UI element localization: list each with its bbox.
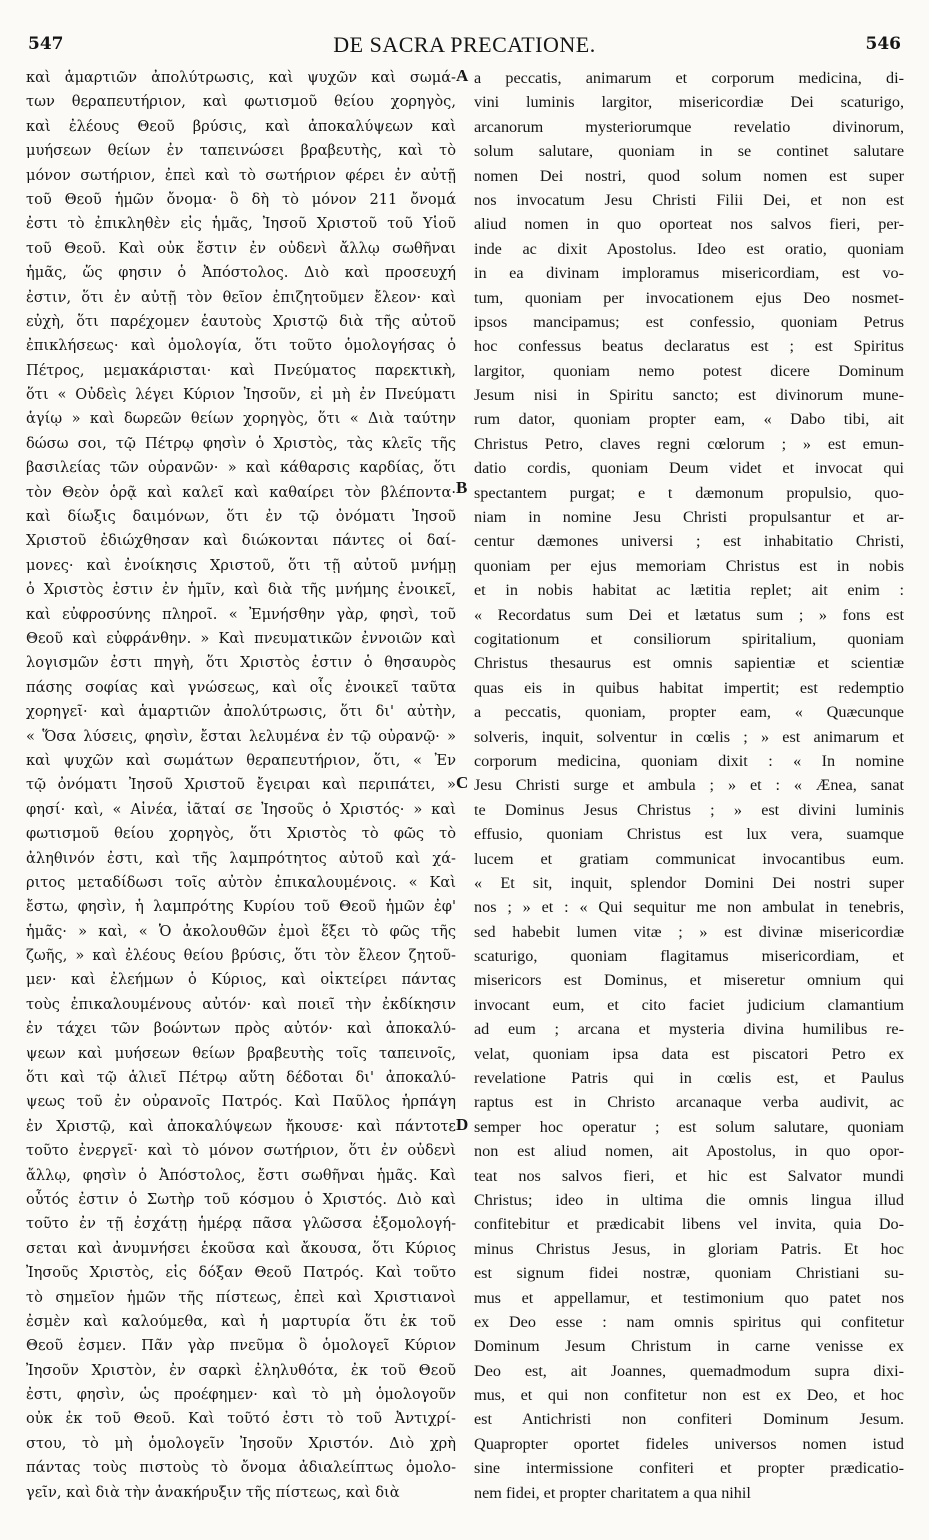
greek-text-line: Ἰησοῦς Χριστὸς, εἰς δόξαν Θεοῦ Πατρός. Καὶ τοῦτο (26, 1264, 456, 1282)
latin-text-line: Deo est, ait Joannes, quemadmodum supra dixi- (474, 1361, 904, 1380)
greek-text-line: ἔστω, φησὶν, ἡ λαμπρότης Κυρίου τοῦ Θεοῦ ἡμῶν ἐφ' (26, 898, 456, 916)
greek-text-line: καὶ ψυχῶν καὶ σωμάτων θεραπευτήριον, ὅτι, « Ἐν (26, 751, 456, 769)
greek-text-line: δώσω σοι, τῷ Πέτρῳ φησὶν ὁ Χριστὸς, τὰς κλεῖς τῆς (26, 434, 456, 452)
greek-text-column (26, 66, 456, 1505)
latin-text-line: « Recordatus sum Dei et lætatus sum ; » fons est (474, 605, 904, 624)
latin-text-line: sine intermissione confiteri et propter prædicatio- (474, 1459, 904, 1478)
latin-text-line: raptus est in Christo arcanaque verba audivit, ac (474, 1093, 904, 1112)
latin-text-line: non est aliud nomen, ait Apostolus, in quo opor- (474, 1142, 904, 1161)
greek-text-line: μεν· καὶ ἐλεήμων ὁ Κύριος, καὶ οἰκτείρει πάντας (26, 971, 456, 989)
greek-text-line: βασιλείας τῶν οὐρανῶν· » καὶ κάθαρσις καρδίας, ὅτι (26, 459, 456, 477)
greek-text-line: τὸ σημεῖον ἡμῶν τῆς πίστεως, ἐπεὶ καὶ Χριστιανοὶ (26, 1288, 456, 1306)
greek-text-line: ὅτι « Οὐδεὶς λέγει Κύριον Ἰησοῦν, εἰ μὴ ἐν Πνεύματι (26, 386, 456, 404)
greek-text-line: τοῦ Θεοῦ ἡμῶν ὄνομα· ὃ δὴ τὸ μόνον 211 ὄνομά (26, 190, 456, 208)
greek-text-line: Θεοῦ ἐσμεν. Πᾶν γὰρ πνεῦμα ὃ ὁμολογεῖ Κύριον (26, 1337, 456, 1355)
section-marker-c: C (456, 773, 469, 792)
latin-text-line: Jesu Christi surge et ambula ; » et : « Ænea, sanat (474, 776, 904, 795)
greek-text-line: φησί· καὶ, « Αἰνέα, ἰᾶταί σε Ἰησοῦς ὁ Χριστός· » καὶ (26, 800, 456, 818)
section-marker-b: B (456, 478, 468, 497)
latin-text-line: velat, quoniam ipsa data est piscatori Petro ex (474, 1044, 904, 1063)
latin-text-column (474, 66, 904, 1505)
latin-text-line: « Et sit, inquit, splendor Domini Dei nostri super (474, 873, 904, 892)
latin-text-line: confitebitur et prædicabit libens vel invita, quia Do- (474, 1215, 904, 1234)
greek-text-line: πάντας τοὺς πιστοὺς τὸ ὄνομα ἀδιαλείπτως ὁμολο- (26, 1459, 456, 1477)
latin-text-line: datio cordis, quoniam Deum videt et invocat qui (474, 459, 904, 478)
greek-text-line: καὶ ἁμαρτιῶν ἀπολύτρωσις, καὶ ψυχῶν καὶ σωμά- (26, 69, 456, 86)
latin-text-line: est signum fidei nostræ, quoniam Christiani su- (474, 1264, 904, 1283)
greek-text-line: Πέτρος, μεμακάρισται· καὶ Πνεύματος παρεκτικὴ, (26, 361, 456, 379)
latin-text-line: rum dator, quoniam propter eam, « Dabo tibi, ait (474, 410, 904, 429)
latin-text-line: Jesum nisi in Spiritu sancto; est divinorum mune- (474, 386, 904, 405)
greek-text-line: τοὺς ἐπικαλουμένους αὐτόν· καὶ ποιεῖ τὴν ἐκδίκησιν (26, 995, 456, 1013)
greek-text-line: ἐστι τὸ ἐπικληθὲν εἰς ἡμᾶς, Ἰησοῦ Χριστοῦ τοῦ Υἱοῦ (26, 215, 456, 233)
latin-text-line: nos ; » et : « Qui sequitur me non ambulat in tenebris, (474, 898, 904, 917)
latin-text-line: ad eum ; arcana et mysteria divina humilibus re- (474, 1020, 904, 1039)
latin-text-line: hoc confessus beatus declaratus est ; est Spiritus (474, 337, 904, 356)
greek-text-line: τοῦ Θεοῦ. Καὶ οὐκ ἔστιν ἐν οὐδενὶ ἄλλῳ σωθῆναι (26, 239, 456, 257)
latin-text-line: largitor, quoniam nemo potest dicere Dominum (474, 361, 904, 380)
latin-text-line: niam in nomine Jesu Christi propulsantur et ar- (474, 508, 904, 527)
greek-text-line: καὶ ἐλέους Θεοῦ βρύσις, καὶ ἀποκαλύψεων καὶ (26, 117, 456, 135)
greek-text-line: ζωῆς, » καὶ ἐλέους θείου βρύσις, ὅτι τὸν ἔλεον ζητοῦ- (26, 947, 456, 965)
latin-text-line: et in nobis habitat ac lætitia replet; ait enim : (474, 581, 904, 600)
greek-text-line: ριτος μεταδίδωσι τοῖς αὐτὸν ἐπικαλουμένοις. « Καὶ (26, 873, 456, 891)
greek-text-line: ἐσμὲν καὶ καλούμεθα, καὶ ἡ μαρτυρία ὅτι ἐκ τοῦ (26, 1312, 456, 1330)
latin-text-line: spectantem purgat; e t dæmonum propulsio, quo- (474, 483, 904, 502)
latin-text-line: centur dæmones universi ; est inhabitatio Christi, (474, 532, 904, 551)
latin-text-line: cogitationum et consiliorum spiritalium, quoniam (474, 629, 904, 648)
latin-text-line: a peccatis, animarum et corporum medicina, di- (474, 69, 904, 87)
latin-text-line: quas eis in quibus habitat impertit; est redemptio (474, 678, 904, 697)
latin-text-line: te Dominus Jesus Christus ; » est divini luminis (474, 800, 904, 819)
greek-text-line: ὁ Χριστὸς ἐστιν ἐν ἡμῖν, καὶ διὰ τῆς μνήμης ἐνοικεῖ, (26, 581, 456, 599)
latin-text-line: nomen Dei nostri, quod solum nomen est super (474, 166, 904, 185)
latin-text-line: Christus; ideo in ultima die omnis lingua illud (474, 1190, 904, 1209)
greek-text-line: των θεραπευτήριον, καὶ φωτισμοῦ θείου χορηγὸς, (26, 93, 456, 111)
latin-text-line: ex Deo esse : nam omnis spiritus qui confitetur (474, 1312, 904, 1331)
latin-text-line: corporum medicina, quoniam dixit : « In nomine (474, 751, 904, 770)
latin-text-line: sed habebit lumen vitæ ; » est divinæ misericordiæ (474, 922, 904, 941)
latin-text-line: a peccatis, quoniam, propter eam, « Quæcunque (474, 703, 904, 722)
greek-text-line: τὸν Θεὸν ὁρᾷ καὶ καλεῖ καὶ καθαίρει τὸν βλέποντα· (26, 483, 456, 501)
greek-text-line: Χριστοῦ ἐδιώχθησαν καὶ διώκονται πάντες οἱ δαί- (26, 532, 456, 550)
latin-text-line: nem fidei, et propter charitatem a qua nihil (474, 1483, 751, 1502)
greek-text-line: ἐπικλήσεως· καὶ ὁμολογία, ὅτι τοῦτο ὁμολογήσας ὁ (26, 337, 456, 355)
greek-text-line: σεται καὶ ἀνυμνήσει ἑκοῦσα καὶ ἄκουσα, ὅτι Κύριος (26, 1239, 456, 1257)
latin-text-line: aliud nomen in quo oporteat nos salvos fieri, per- (474, 215, 904, 234)
greek-text-line: ἡμᾶς· » καὶ, « Ὁ ἀκολουθῶν ἐμοὶ ἕξει τὸ φῶς τῆς (26, 922, 456, 940)
latin-text-line: teat nos salvos fieri, et hic est Salvator mundi (474, 1166, 904, 1185)
greek-text-line: οὗτός ἐστιν ὁ Σωτὴρ τοῦ κόσμου ὁ Χριστός. Διὸ καὶ (26, 1190, 456, 1208)
section-marker-d: D (456, 1115, 469, 1134)
latin-text-line: invocant eum, et cito faciet judicium clamantium (474, 995, 904, 1014)
greek-text-line: ψεως τοῦ ἐν οὐρανοῖς Πατρός. Καὶ Παῦλος ἡρπάγη (26, 1093, 456, 1111)
greek-text-line: μόνον σωτήριον, ἐπεὶ καὶ τὸ σωτήριον φέρει ἐν αὐτῇ (26, 166, 456, 184)
running-title: DE SACRA PRECATIONE. (333, 32, 596, 57)
latin-text-line: Quapropter oportet fideles universos nomen istud (474, 1434, 904, 1453)
greek-text-line: Ἰησοῦν Χριστὸν, ἐν σαρκὶ ἐληλυθότα, ἐκ τοῦ Θεοῦ (26, 1361, 456, 1379)
latin-text-line: in ea divinam imploramus misericordiam, est vo- (474, 264, 904, 283)
latin-text-line: revelatione Patris qui in cœlis est, et Paulus (474, 1069, 904, 1088)
greek-text-line: μονες· καὶ ἐνοίκησις Χριστοῦ, ὅτι τῇ αὐτοῦ μνήμῃ (26, 556, 456, 574)
section-marker-a: A (456, 66, 469, 85)
greek-text-line: τῷ ὀνόματι Ἰησοῦ Χριστοῦ ἔγειραι καὶ περιπάτει, » (26, 776, 456, 794)
latin-text-line: quoniam per ejus memoriam Christus est in nobis (474, 556, 904, 575)
latin-text-line: inde ac dixit Apostolus. Ideo est oratio, quoniam (474, 239, 904, 258)
greek-text-line: εὐχὴ, ὅτι παρέχομεν ἑαυτοὺς Χριστῷ διὰ τῆς αὐτοῦ (26, 312, 456, 330)
greek-text-line: γεῖν, καὶ διὰ τὴν ἀνακήρυξιν τῆς πίστεως, καὶ διὰ (26, 1483, 400, 1501)
latin-text-line: mus, et qui non confitetur non est ex Deo, et hoc (474, 1386, 904, 1405)
greek-text-line: ἐστι, φησὶν, ὡς προέφημεν· καὶ τὸ μὴ ὁμολογοῦν (26, 1386, 456, 1404)
greek-text-line: « Ὅσα λύσεις, φησὶν, ἔσται λελυμένα ἐν τῷ οὐρανῷ· » (26, 727, 456, 745)
greek-text-line: τοῦτο ἐν τῇ ἐσχάτῃ ἡμέρᾳ πᾶσα γλῶσσα ἐξομολογή- (26, 1215, 456, 1233)
latin-text-line: arcanorum mysteriorumque revelatio divinorum, (474, 117, 904, 136)
latin-text-line: ipsos mancipamus; est confessio, quoniam Petrus (474, 312, 904, 331)
greek-text-line: μυήσεων θείων ἐν ταπεινώσει βραβευτὴς, καὶ τὸ (26, 142, 456, 160)
greek-text-line: Θεοῦ καὶ εὐφράνθην. » Καὶ πνευματικῶν ἐννοιῶν καὶ (26, 629, 456, 647)
latin-text-line: lucem et gratiam communicat invocantibus eum. (474, 849, 904, 868)
greek-text-line: λογισμῶν ἐστι πηγὴ, ὅτι Χριστὸς ἐστιν ὁ θησαυρὸς (26, 654, 456, 672)
greek-text-line: ἡμᾶς, ὥς φησιν ὁ Ἀπόστολος. Διὸ καὶ προσευχή (26, 264, 456, 282)
latin-text-line: effusio, quoniam Christus est lux vera, suamque (474, 825, 904, 844)
latin-text-line: solveris, inquit, solventur in cœlis ; » est animarum et (474, 727, 904, 746)
latin-text-line: vini luminis largitor, misericordiæ Dei scaturigo, (474, 93, 904, 112)
greek-text-line: πάσης σοφίας καὶ γνώσεως, καὶ οἷς ἐνοικεῖ ταῦτα (26, 678, 456, 696)
latin-text-line: misericors est Dominus, et miseretur omnium qui (474, 971, 904, 990)
latin-text-line: solum salutare, quoniam in se continet salutare (474, 142, 904, 161)
greek-text-line: καὶ εὐφροσύνης πληροῖ. « Ἐμνήσθην γὰρ, φησὶ, τοῦ (26, 605, 456, 623)
page-number-right: 546 (865, 34, 901, 54)
running-header (28, 30, 901, 64)
latin-text-line: Christus thesaurus est omnis sapientiæ et scientiæ (474, 654, 904, 673)
latin-text-line: Christus Petro, claves regni cœlorum ; » est emun- (474, 434, 904, 453)
latin-text-line: minus Christus Jesus, in gloriam Patris. Et hoc (474, 1239, 904, 1258)
greek-text-line: ὅτι καὶ τῷ ἁλιεῖ Πέτρῳ αὕτη δέδοται δι' ἀποκαλύ- (26, 1069, 456, 1087)
greek-text-line: στου, τὸ μὴ ὁμολογεῖν Ἰησοῦν Χριστόν. Διὸ χρὴ (26, 1434, 456, 1452)
greek-text-line: ψεων καὶ μυήσεων θείων βραβευτὴς τοῖς ταπεινοῖς, (26, 1044, 456, 1062)
latin-text-line: Dominum Jesum Christum in carne venisse ex (474, 1337, 904, 1356)
latin-text-line: scaturigo, quoniam flagitamus misericordiam, et (474, 947, 904, 966)
greek-text-line: οὐκ ἐκ τοῦ Θεοῦ. Καὶ τοῦτό ἐστι τὸ τοῦ Ἀντιχρί- (26, 1410, 456, 1428)
latin-text-line: semper hoc operatur ; est solum salutare, quoniam (474, 1117, 904, 1136)
greek-text-line: ἄλλῳ, φησὶν ὁ Ἀπόστολος, ἔστι σωθῆναι ἡμᾶς. Καὶ (26, 1166, 456, 1184)
greek-text-line: φωτισμοῦ θείου χορηγὸς, ὅτι Χριστὸς τὸ φῶς τὸ (26, 825, 456, 843)
latin-text-line: est Antichristi non confiteri Dominum Jesum. (474, 1410, 904, 1429)
latin-text-line: tum, quoniam per invocationem ejus Deo nosmet- (474, 288, 904, 307)
latin-text-line: nos invocatum Jesu Christi Filii Dei, et non est (474, 190, 904, 209)
greek-text-line: ἐν Χριστῷ, καὶ ἀποκαλύψεων ἤκουσε· καὶ πάντοτε (26, 1117, 456, 1135)
greek-text-line: ἐν τάχει τῶν βοώντων πρὸς αὐτόν· καὶ ἀποκαλύ- (26, 1020, 456, 1038)
greek-text-line: χορηγεῖ· καὶ ἁμαρτιῶν ἀπολύτρωσις, ὅτι δι' αὐτὴν, (26, 703, 456, 721)
greek-text-line: ἁγίῳ » καὶ δωρεῶν θείων χορηγὸς, ὅτι « Διὰ ταύτην (26, 410, 456, 428)
greek-text-line: ἀληθινόν ἐστι, καὶ τῆς λαμπρότητος αὐτοῦ καὶ χά- (26, 849, 456, 867)
greek-text-line: ἐστιν, ὅτι ἐν αὐτῇ τὸν θεῖον ἐπιζητοῦμεν ἔλεον· καὶ (26, 288, 456, 306)
greek-text-line: καὶ δίωξις δαιμόνων, ὅτι ἐν τῷ ὀνόματι Ἰησοῦ (26, 508, 456, 526)
greek-text-line: τοῦτο ἐνεργεῖ· καὶ τὸ μόνον σωτήριον, ὅτι ἐν οὐδενὶ (26, 1142, 456, 1160)
page-number-left: 547 (28, 34, 64, 54)
latin-text-line: mus et appellamur, et testimonium quo patet nos (474, 1288, 904, 1307)
